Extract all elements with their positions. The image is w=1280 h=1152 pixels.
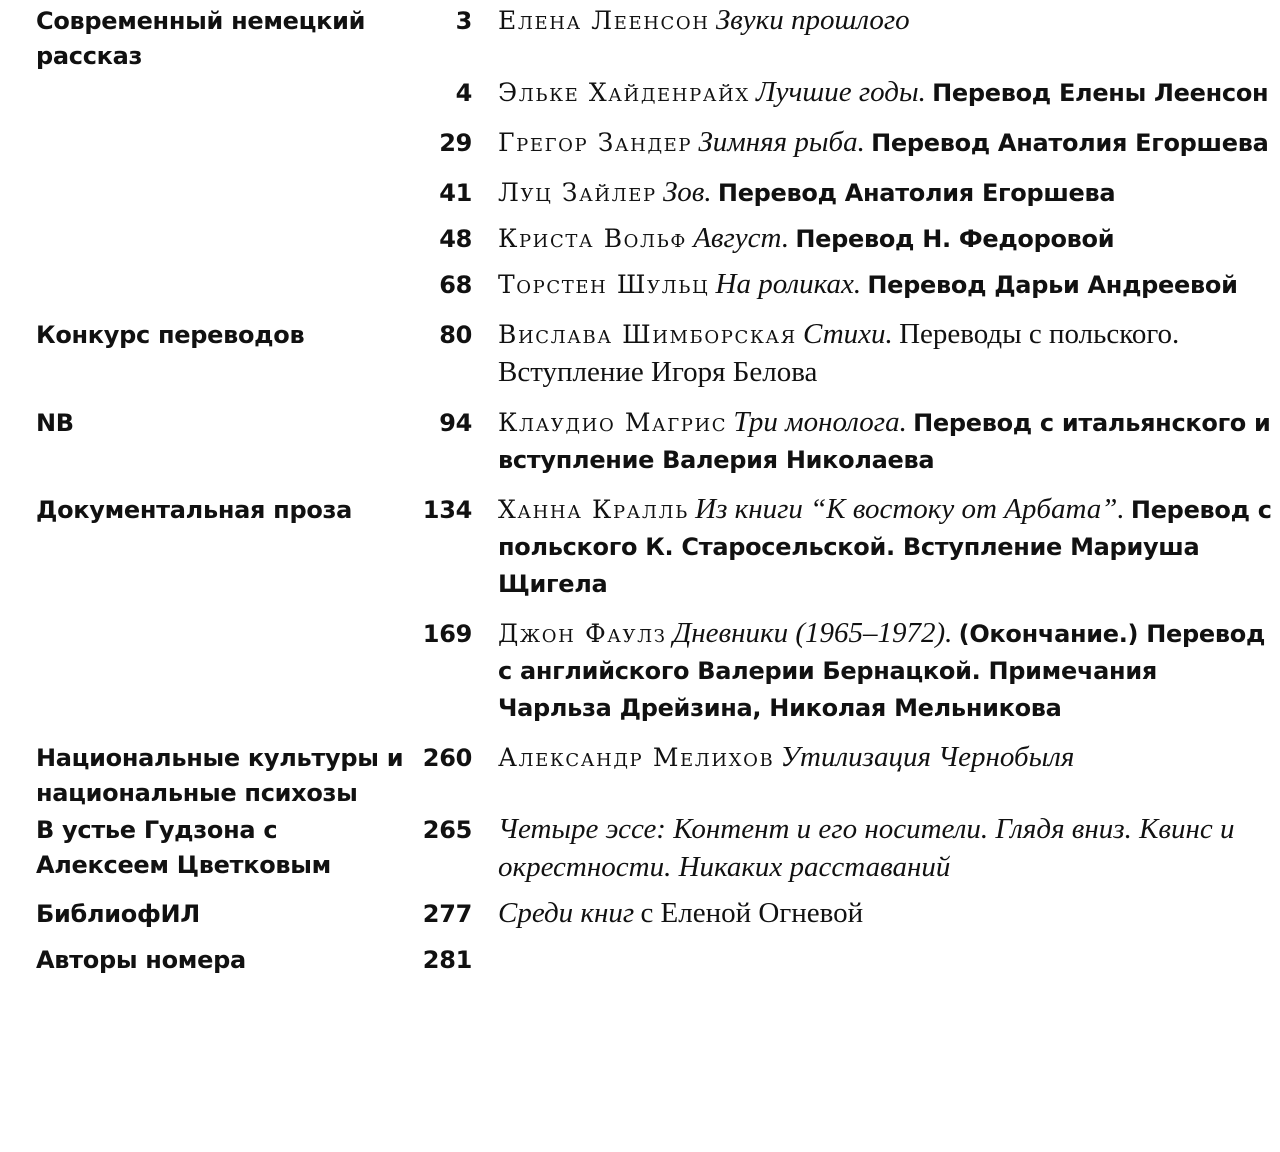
entry-title: Четыре эссе: Контент и его носители. Глядя вниз. Квинс и окрестности. Никаких расставаний xyxy=(498,813,1235,883)
toc-entry xyxy=(472,74,1272,112)
toc-entry xyxy=(472,895,1272,933)
entry-title: Дневники (1965–1972). xyxy=(672,617,953,649)
entry-title: Среди книг xyxy=(498,897,635,929)
section-heading: БиблиофИЛ xyxy=(36,900,200,928)
toc-row xyxy=(36,220,1272,266)
page-number: 68 xyxy=(439,271,472,299)
entry-note: Перевод с итальянского и вступление Валерия Николаева xyxy=(498,409,1271,474)
section-heading: NB xyxy=(36,409,74,437)
entry-title: Утилизация Чернобыля xyxy=(780,741,1075,773)
entry-title: На роликах. xyxy=(715,268,862,300)
toc-entry xyxy=(472,174,1272,212)
entry-author: Ханна Кралль xyxy=(498,495,689,524)
table-of-contents xyxy=(36,2,1272,978)
toc-row xyxy=(36,404,1272,491)
entry-title: Зов. xyxy=(662,176,712,208)
page-number: 134 xyxy=(422,496,472,524)
toc-entry xyxy=(472,316,1272,392)
page-number: 3 xyxy=(455,7,472,35)
entry-note: Перевод Дарьи Андреевой xyxy=(867,271,1238,299)
toc-row xyxy=(36,266,1272,316)
toc-row xyxy=(36,615,1272,739)
toc-row xyxy=(36,174,1272,220)
entry-note: Перевод с польского К. Старосельской. Вступление Мариуша Щигела xyxy=(498,496,1272,598)
toc-entry xyxy=(472,220,1272,258)
section-heading: Документальная проза xyxy=(36,496,353,524)
entry-author: Грегор Зандер xyxy=(498,128,693,157)
page-number: 80 xyxy=(439,321,472,349)
toc-entry xyxy=(472,615,1272,727)
section-heading: В устье Гудзона с Алексеем Цветковым xyxy=(36,816,331,879)
toc-row xyxy=(36,491,1272,615)
entry-title: Август. xyxy=(693,222,790,254)
entry-author: Джон Фаулз xyxy=(498,619,667,648)
toc-entry xyxy=(472,124,1272,162)
section-heading: Современный немецкий рассказ xyxy=(36,7,366,70)
entry-author: Клаудио Магрис xyxy=(498,408,728,437)
entry-note: (Окончание.) Перевод с английского Валерии Бернацкой. Примечания Чарльза Дрейзина, Николая Мельникова xyxy=(498,620,1266,722)
entry-author: Луц Зайлер xyxy=(498,178,657,207)
page-number: 265 xyxy=(422,816,472,844)
page-number: 94 xyxy=(439,409,472,437)
page-number: 281 xyxy=(422,946,472,974)
section-heading: Национальные культуры и национальные психозы xyxy=(36,744,404,807)
toc-row xyxy=(36,124,1272,174)
page-number: 260 xyxy=(422,744,472,772)
page-number: 169 xyxy=(422,620,472,648)
toc-row xyxy=(36,739,1272,811)
toc-row xyxy=(36,316,1272,404)
entry-note: с Еленой Огневой xyxy=(640,897,864,929)
entry-author: Елена Леенсон xyxy=(498,6,710,35)
entry-title: Стихи. xyxy=(802,318,893,350)
toc-row xyxy=(36,74,1272,124)
toc-row xyxy=(36,941,1272,978)
page-number: 277 xyxy=(422,900,472,928)
entry-note: Перевод Елены Леенсон xyxy=(932,79,1269,107)
entry-note: Перевод Анатолия Егоршева xyxy=(871,129,1269,157)
section-heading: Конкурс переводов xyxy=(36,321,305,349)
entry-author: Криста Вольф xyxy=(498,224,687,253)
page-number: 48 xyxy=(439,225,472,253)
toc-row xyxy=(36,895,1272,941)
entry-title: Зимняя рыба. xyxy=(698,126,865,158)
toc-entry xyxy=(472,404,1272,479)
page-number: 29 xyxy=(439,129,472,157)
toc-entry xyxy=(472,739,1272,777)
toc-entry xyxy=(472,2,1272,40)
entry-title: Из книги “К востоку от Арбата”. xyxy=(695,493,1125,525)
entry-title: Звуки прошлого xyxy=(715,4,910,36)
entry-author: Торстен Шульц xyxy=(498,270,710,299)
entry-note: Перевод Анатолия Егоршева xyxy=(717,179,1116,207)
toc-entry xyxy=(472,811,1272,887)
toc-row xyxy=(36,811,1272,895)
page-number: 4 xyxy=(455,79,472,107)
entry-title: Лучшие годы. xyxy=(756,76,926,108)
toc-entry xyxy=(472,491,1272,603)
entry-note: Перевод Н. Федоровой xyxy=(795,225,1115,253)
entry-author: Александр Мелихов xyxy=(498,743,775,772)
entry-title: Три монолога. xyxy=(733,406,907,438)
toc-row xyxy=(36,2,1272,74)
entry-author: Вислава Шимборская xyxy=(498,320,797,349)
entry-note: Переводы с польского. Вступление Игоря Белова xyxy=(498,318,1180,388)
entry-author: Эльке Хайденрайх xyxy=(498,78,750,107)
page-number: 41 xyxy=(439,179,472,207)
toc-entry xyxy=(472,266,1272,304)
section-heading: Авторы номера xyxy=(36,946,246,974)
